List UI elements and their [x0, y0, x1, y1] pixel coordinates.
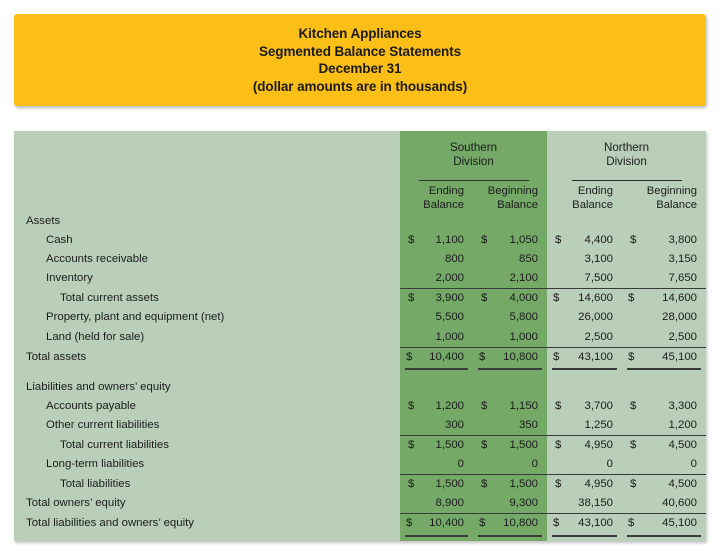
title-line-1: Kitchen Appliances — [298, 26, 422, 41]
row-value: $ 3,700 — [547, 397, 622, 416]
row-value: 8,900 — [435, 497, 464, 510]
division-header-northern — [547, 131, 706, 169]
row-label: Total current liabilities — [60, 439, 169, 452]
table-row — [14, 269, 706, 288]
table-row — [14, 378, 706, 397]
currency-symbol: $ — [553, 350, 560, 363]
row-value: 1,000 — [435, 330, 464, 343]
row-label: Assets — [26, 215, 61, 227]
row-value — [547, 378, 622, 397]
row-value: 800 — [444, 253, 464, 266]
southern-division-name-line1: Southern — [449, 141, 498, 154]
row-value: $ 45,100 — [622, 513, 706, 533]
northern-division-name-line1: Northern — [603, 141, 650, 154]
row-value: 9,300 — [509, 497, 538, 510]
row-label: Liabilities and owners’ equity — [26, 380, 171, 393]
row-value — [473, 212, 547, 231]
column-header-southern-ending — [400, 185, 473, 212]
currency-symbol: $ — [630, 439, 637, 452]
table-row — [14, 231, 706, 250]
row-value: 0 — [606, 458, 613, 471]
row-value: 3,100 — [584, 253, 613, 266]
row-value: 350 — [518, 418, 538, 431]
row-value: 300 — [444, 418, 464, 431]
currency-symbol: $ — [479, 350, 486, 363]
currency-symbol: $ — [408, 234, 415, 247]
row-label: Cash — [46, 234, 73, 247]
row-label: Accounts payable — [46, 399, 136, 412]
row-value: 1,200 — [668, 418, 698, 431]
currency-symbol: $ — [553, 517, 560, 530]
row-value: $ 45,100 — [622, 347, 706, 367]
row-label: Total assets — [26, 350, 87, 363]
row-value: $ 3,900 — [400, 288, 473, 308]
currency-symbol: $ — [481, 292, 488, 305]
row-value: 2,100 — [509, 272, 538, 285]
division-rule-row — [14, 169, 706, 178]
row-label: Property, plant and equipment (net) — [46, 311, 225, 324]
table-row — [14, 397, 706, 416]
row-value: 1,000 — [509, 330, 538, 343]
table-row — [14, 435, 706, 455]
currency-symbol: $ — [628, 517, 635, 530]
row-value: $ 14,600 — [622, 288, 706, 308]
currency-symbol: $ — [555, 439, 562, 452]
northern-division-name-line2: Division — [606, 155, 647, 168]
row-label: Total liabilities — [60, 478, 131, 491]
table-row — [14, 308, 706, 327]
row-value: $ 1,500 — [473, 474, 547, 494]
row-value: 0 — [457, 458, 464, 471]
table-row — [14, 288, 706, 308]
row-value: 5,500 — [435, 311, 464, 324]
southern-division-name-line2: Division — [453, 155, 494, 168]
currency-symbol: $ — [481, 478, 488, 491]
balance-statement-table — [14, 131, 706, 534]
division-header-spacer — [14, 131, 400, 169]
row-label: Land (held for sale) — [46, 330, 145, 343]
row-label: Inventory — [46, 272, 93, 285]
currency-symbol: $ — [408, 399, 415, 412]
title-line-4: (dollar amounts are in thousands) — [252, 78, 468, 94]
column-header-northern-ending — [547, 185, 622, 212]
table-row — [14, 347, 706, 367]
currency-symbol: $ — [630, 478, 637, 491]
row-value — [473, 378, 547, 397]
row-value: $ 4,950 — [547, 474, 622, 494]
currency-symbol: $ — [555, 399, 562, 412]
division-header-row — [14, 131, 706, 169]
currency-symbol: $ — [479, 517, 486, 530]
table-row — [14, 212, 706, 231]
currency-symbol: $ — [555, 478, 562, 491]
currency-symbol: $ — [406, 517, 413, 530]
table-row — [14, 250, 706, 269]
row-label: Total liabilities and owners’ equity — [26, 517, 194, 530]
currency-symbol: $ — [553, 292, 560, 305]
column-header-northern-beginning — [622, 185, 706, 212]
col-head-line1: Beginning — [487, 185, 538, 197]
row-value: $ 10,800 — [473, 513, 547, 533]
row-value: $ 3,800 — [622, 231, 706, 250]
row-value: 0 — [531, 458, 538, 471]
currency-symbol: $ — [555, 234, 562, 247]
row-value: 3,150 — [668, 253, 698, 266]
row-value — [622, 212, 706, 231]
table-row — [14, 474, 706, 494]
currency-symbol: $ — [628, 292, 635, 305]
row-value: $ 1,150 — [473, 397, 547, 416]
col-head-line1: Ending — [428, 185, 464, 197]
table-row — [14, 416, 706, 435]
currency-symbol: $ — [481, 439, 488, 452]
col-head-line1: Ending — [577, 185, 613, 197]
row-value: $ 4,500 — [622, 435, 706, 455]
currency-symbol: $ — [406, 350, 413, 363]
row-label: Accounts receivable — [46, 253, 148, 266]
title-banner — [14, 14, 706, 106]
row-value: $ 43,100 — [547, 347, 622, 367]
row-label: Long-term liabilities — [46, 458, 145, 471]
row-value: $ 10,400 — [400, 513, 473, 533]
col-head-line1: Beginning — [646, 185, 698, 197]
table-row — [14, 513, 706, 533]
row-value: $ 1,200 — [400, 397, 473, 416]
column-header-southern-beginning — [473, 185, 547, 212]
row-value: 0 — [690, 458, 698, 471]
row-value: $ 1,100 — [400, 231, 473, 250]
column-header-row — [14, 185, 706, 212]
row-value: $ 4,000 — [473, 288, 547, 308]
col-head-line2: Balance — [423, 198, 464, 211]
row-value: $ 1,500 — [473, 435, 547, 455]
row-value: $ 1,050 — [473, 231, 547, 250]
row-value: 38,150 — [578, 497, 613, 510]
row-value: 7,500 — [584, 272, 613, 285]
col-head-line2: Balance — [497, 198, 538, 211]
row-value: 2,000 — [435, 272, 464, 285]
row-value: $ 4,400 — [547, 231, 622, 250]
col-head-line2: Balance — [572, 198, 613, 211]
row-value: $ 14,600 — [547, 288, 622, 308]
row-value — [622, 378, 706, 397]
currency-symbol: $ — [481, 399, 488, 412]
row-value: 850 — [518, 253, 538, 266]
table-row — [14, 494, 706, 513]
row-value: 40,600 — [662, 497, 698, 510]
currency-symbol: $ — [408, 292, 415, 305]
balance-statement-body — [14, 212, 706, 534]
row-value — [547, 212, 622, 231]
currency-symbol: $ — [481, 234, 488, 247]
currency-symbol: $ — [408, 478, 415, 491]
row-value: $ 10,800 — [473, 347, 547, 367]
segmented-balance-statement-panel — [14, 131, 706, 541]
row-value: 7,650 — [668, 272, 698, 285]
currency-symbol: $ — [628, 350, 635, 363]
row-value: $ 1,500 — [400, 474, 473, 494]
row-label: Total current assets — [60, 292, 159, 305]
row-value: 1,250 — [584, 418, 613, 431]
row-value — [400, 212, 473, 231]
row-value: $ 43,100 — [547, 513, 622, 533]
southern-division-rule — [400, 169, 547, 178]
row-value: $ 10,400 — [400, 347, 473, 367]
currency-symbol: $ — [630, 399, 637, 412]
title-line-2: Segmented Balance Statements — [258, 43, 462, 59]
row-value: $ 4,950 — [547, 435, 622, 455]
row-label: Total owners’ equity — [26, 497, 126, 510]
row-value: $ 3,300 — [622, 397, 706, 416]
table-row — [14, 328, 706, 347]
row-value: 5,800 — [509, 311, 538, 324]
row-value: $ 4,500 — [622, 474, 706, 494]
table-row — [14, 455, 706, 474]
row-value — [400, 378, 473, 397]
row-value: 2,500 — [668, 330, 698, 343]
title-line-3: December 31 — [318, 61, 402, 76]
currency-symbol: $ — [408, 439, 415, 452]
currency-symbol: $ — [630, 234, 637, 247]
division-header-southern — [400, 131, 547, 169]
row-label: Other current liabilities — [46, 418, 160, 431]
column-header-label-spacer — [14, 185, 400, 212]
row-value: 2,500 — [584, 330, 613, 343]
row-value: 28,000 — [662, 311, 698, 324]
northern-division-rule — [547, 169, 706, 178]
division-rule-spacer — [14, 169, 400, 178]
col-head-line2: Balance — [656, 198, 698, 211]
row-value: $ 1,500 — [400, 435, 473, 455]
row-value: 26,000 — [578, 311, 613, 324]
